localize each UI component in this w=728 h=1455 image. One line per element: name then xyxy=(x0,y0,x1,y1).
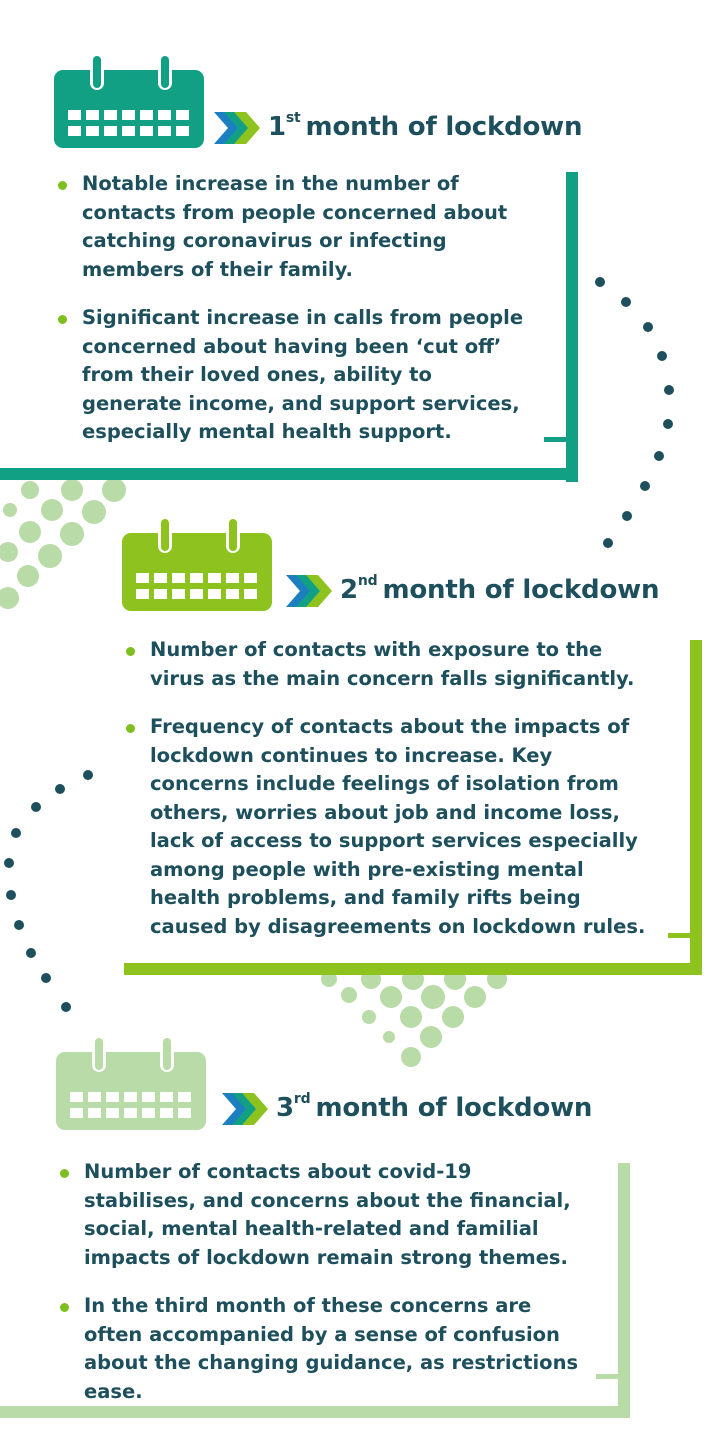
heading-text: month of lockdown xyxy=(382,575,660,605)
heading-text: month of lockdown xyxy=(315,1093,593,1123)
section-1-frame-tick xyxy=(544,437,568,442)
chevron-arrows-icon xyxy=(214,112,262,144)
section-3-frame-bottom xyxy=(0,1406,630,1418)
ordinal-suffix: st xyxy=(285,110,301,126)
list-item: Notable increase in the number of contacts from people concerned about catching coronavirus or infecting members of their family. xyxy=(58,170,528,284)
list-item: Frequency of contacts about the impacts of lockdown continues to increase. Key concerns include feelings of isolation from others, worries about job and income loss, lack of access to support services especially among people with pre-existing mental health problems, and family rifts being caused by disagreements on lockdown rules. xyxy=(126,713,656,941)
ordinal-number: 2 xyxy=(340,575,358,605)
section-2-frame-right xyxy=(690,640,702,975)
section-2-frame-tick xyxy=(668,933,692,938)
calendar-icon xyxy=(122,517,274,611)
heading-text: month of lockdown xyxy=(305,112,583,142)
section-2-points xyxy=(126,636,656,961)
ordinal-suffix: nd xyxy=(357,573,378,589)
section-1-frame-right xyxy=(566,172,578,482)
section-3-frame-right xyxy=(618,1163,630,1418)
section-1-points xyxy=(58,170,528,467)
calendar-icon xyxy=(56,1036,208,1130)
dotted-arc-right xyxy=(590,270,680,560)
section-1-heading xyxy=(268,112,582,142)
chevron-arrows-icon xyxy=(222,1093,270,1125)
list-item: In the third month of these concerns are often accompanied by a sense of confusion about the changing guidance, as restrictions ease. xyxy=(60,1292,580,1406)
dotted-arc-left xyxy=(0,765,100,1015)
ordinal-number: 1 xyxy=(268,112,286,142)
section-2-frame-bottom xyxy=(124,963,702,975)
ordinal-suffix: rd xyxy=(293,1091,311,1107)
dot-cluster-middle xyxy=(315,975,530,1075)
section-1-frame-bottom xyxy=(0,468,578,480)
section-2-heading xyxy=(340,575,659,605)
list-item: Number of contacts with exposure to the virus as the main concern falls significantly. xyxy=(126,636,656,693)
section-3-frame-tick xyxy=(596,1374,620,1379)
section-3-heading xyxy=(276,1093,592,1123)
ordinal-number: 3 xyxy=(276,1093,294,1123)
section-3-points xyxy=(60,1158,580,1426)
dot-cluster-left xyxy=(0,476,135,616)
list-item: Significant increase in calls from people concerned about having been ‘cut off’ from their loved ones, ability to generate income, and support services, especially mental health support. xyxy=(58,304,528,447)
chevron-arrows-icon xyxy=(286,575,334,607)
list-item: Number of contacts about covid-19 stabilises, and concerns about the financial, social, mental health-related and familial impacts of lockdown remain strong themes. xyxy=(60,1158,580,1272)
calendar-icon xyxy=(54,54,206,148)
